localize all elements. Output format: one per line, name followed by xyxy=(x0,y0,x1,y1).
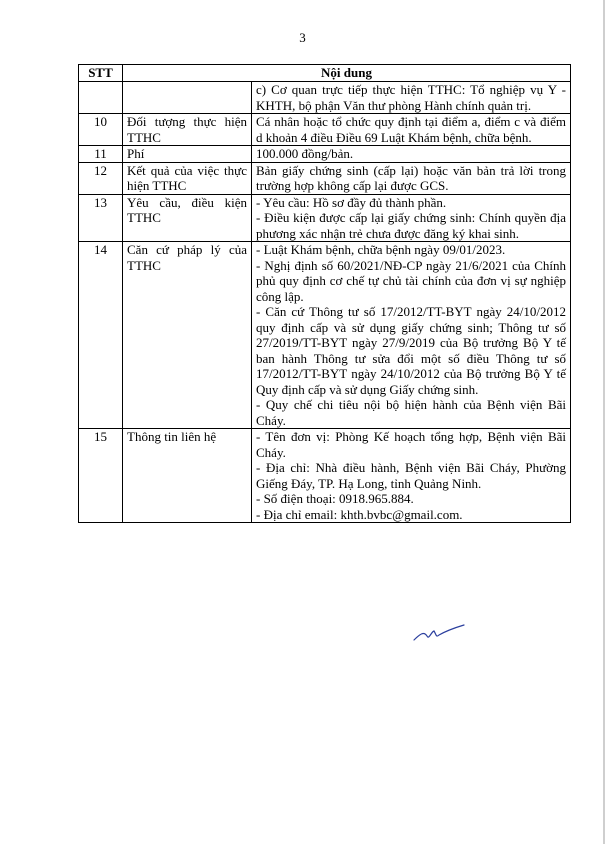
content-line: - Địa chỉ: Nhà điều hành, Bệnh viện Bãi Cháy, Phường Giếng Đáy, TP. Hạ Long, tỉnh Quảng Ninh. xyxy=(256,460,567,491)
row-label: Yêu cầu, điều kiện TTHC xyxy=(123,194,252,242)
content-line: c) Cơ quan trực tiếp thực hiện TTHC: Tổ nghiệp vụ Y - KHTH, bộ phận Văn thư phòng Hành chính quản trị. xyxy=(256,82,567,113)
content-line: - Luật Khám bệnh, chữa bệnh ngày 09/01/2023. xyxy=(256,242,506,257)
content-line: - Số điện thoại: 0918.965.884. xyxy=(256,491,414,506)
row-content xyxy=(252,146,571,163)
content-line: - Nghị định số 60/2021/NĐ-CP ngày 21/6/2021 của Chính phủ quy định cơ chế tự chủ tài chính của đơn vị sự nghiệp công lập. xyxy=(256,257,567,304)
page-number: 3 xyxy=(299,30,306,45)
content-line: Cá nhân hoặc tổ chức quy định tại điểm a, điểm c và điểm d khoản 4 điều Điều 69 Luật Khám bệnh, chữa bệnh. xyxy=(256,114,567,145)
row-label: Đối tượng thực hiện TTHC xyxy=(123,114,252,146)
row-content xyxy=(252,114,571,146)
row-label: Thông tin liên hệ xyxy=(123,429,252,523)
row-stt: 11 xyxy=(79,146,123,163)
row-content xyxy=(252,242,571,429)
header-stt: STT xyxy=(79,65,123,82)
row-content xyxy=(252,194,571,242)
table-row xyxy=(79,162,571,194)
table-row xyxy=(79,429,571,523)
row-label: Kết quả của việc thực hiện TTHC xyxy=(123,162,252,194)
content-line: - Địa chỉ email: khth.bvbc@gmail.com. xyxy=(256,506,463,522)
row-stt xyxy=(79,82,123,114)
row-stt: 14 xyxy=(79,242,123,429)
signature-mark xyxy=(412,622,466,646)
procedure-table xyxy=(78,64,571,523)
content-line: - Điều kiện được cấp lại giấy chứng sinh: Chính quyền địa phương xác nhận trẻ chưa được đăng ký khai sinh. xyxy=(256,210,567,241)
table-header-row xyxy=(79,65,571,82)
row-stt: 10 xyxy=(79,114,123,146)
row-content xyxy=(252,82,571,114)
table-row xyxy=(79,82,571,114)
content-line: - Quy chế chi tiêu nội bộ hiện hành của Bệnh viện Bãi Cháy. xyxy=(256,397,567,428)
table-row xyxy=(79,194,571,242)
content-line: - Căn cứ Thông tư số 17/2012/TT-BYT ngày 24/10/2012 quy định cấp và sử dụng giấy chứng sinh; Thông tư số 27/2019/TT-BYT ngày 27/9/2019 của Bộ trưởng Bộ Y tế ban hành Thông tư sửa đổi một số điều Thông tư số 17/2012/TT-BYT ngày 24/10/2012 của Bộ trưởng Bộ Y tế Quy định cấp và sử dụng Giấy chứng sinh. xyxy=(256,304,567,397)
content-line: Bản giấy chứng sinh (cấp lại) hoặc văn bản trả lời trong trường hợp không cấp lại được GCS. xyxy=(256,162,567,193)
content-line: 100.000 đồng/bản. xyxy=(256,146,354,161)
table-row xyxy=(79,146,571,163)
row-label: Phí xyxy=(123,146,252,163)
row-label: Căn cứ pháp lý của TTHC xyxy=(123,242,252,429)
row-content xyxy=(252,429,571,523)
row-stt: 15 xyxy=(79,429,123,523)
table-row xyxy=(79,114,571,146)
row-stt: 13 xyxy=(79,194,123,242)
content-line: - Tên đơn vị: Phòng Kế hoạch tổng hợp, Bệnh viện Bãi Cháy. xyxy=(256,429,567,460)
header-content: Nội dung xyxy=(123,65,571,82)
row-label xyxy=(123,82,252,114)
row-content xyxy=(252,162,571,194)
table-row xyxy=(79,242,571,429)
row-stt: 12 xyxy=(79,162,123,194)
content-line: - Yêu cầu: Hồ sơ đầy đủ thành phần. xyxy=(256,194,447,210)
